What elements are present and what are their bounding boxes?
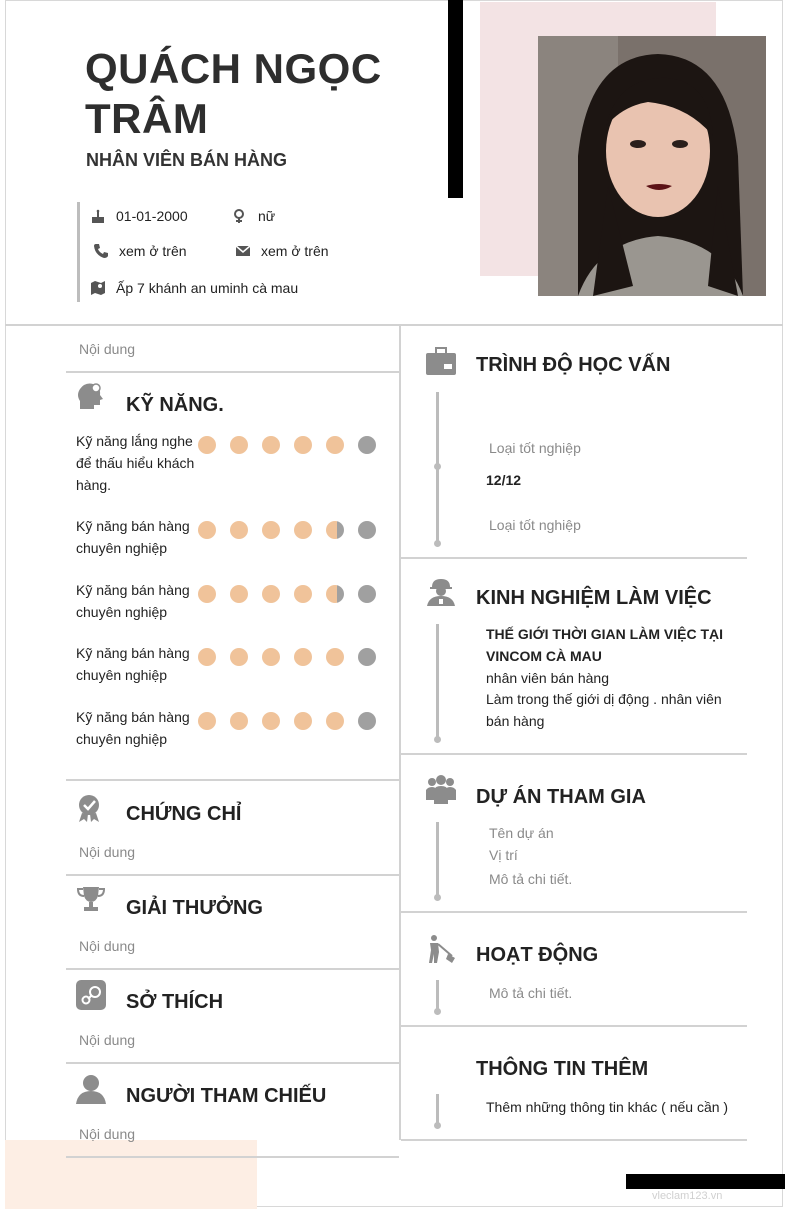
experience-position: nhân viên bán hàng <box>486 670 609 686</box>
job-title: NHÂN VIÊN BÁN HÀNG <box>86 150 288 170</box>
objective-content[interactable]: Nội dung <box>79 341 136 357</box>
divider <box>401 911 747 913</box>
cleaning-icon <box>426 934 456 964</box>
rating-dot-filled <box>198 521 216 539</box>
birthday-cake-icon <box>90 208 106 224</box>
candidate-name <box>85 44 382 144</box>
address-value: Ấp 7 khánh an uminh cà mau <box>116 280 299 296</box>
steam-icon <box>76 980 106 1010</box>
envelope-icon <box>235 243 251 259</box>
head-bulb-icon <box>76 381 106 411</box>
references-content[interactable]: Nội dung <box>79 1126 136 1142</box>
rating-dot-filled <box>326 712 344 730</box>
gender-row <box>232 208 275 224</box>
birthday-row <box>90 208 188 224</box>
rating-dot-filled <box>198 712 216 730</box>
divider <box>66 874 399 876</box>
user-icon <box>76 1074 106 1104</box>
rating-dot-filled <box>198 585 216 603</box>
rating-dot-filled <box>262 712 280 730</box>
project-name[interactable]: Tên dự án <box>489 825 554 841</box>
education-title: TRÌNH ĐỘ HỌC VẤN <box>476 354 671 376</box>
phone-icon <box>93 243 109 259</box>
divider <box>401 1025 747 1027</box>
column-divider <box>399 326 401 1140</box>
timeline-dot <box>434 540 441 547</box>
project-description[interactable]: Mô tả chi tiết. <box>489 871 573 887</box>
rating-dot-filled <box>262 585 280 603</box>
divider <box>401 753 747 755</box>
timeline-dot <box>434 463 441 470</box>
hobbies-title: SỞ THÍCH <box>126 991 224 1013</box>
watermark: vleclam123.vn <box>652 1190 723 1202</box>
name-line-2: TRÂM <box>85 95 209 142</box>
rating-dot-filled <box>262 648 280 666</box>
rating-dot-filled <box>294 585 312 603</box>
birthday-value: 01-01-2000 <box>116 208 188 224</box>
rating-dot-filled <box>326 648 344 666</box>
experience-company: THẾ GIỚI THỜI GIAN LÀM VIỆC TẠI VINCOM CÀ MAU <box>486 626 723 664</box>
awards-title: GIẢI THƯỞNG <box>126 897 263 919</box>
experience-timeline <box>436 624 439 740</box>
rating-dot-empty <box>358 585 376 603</box>
contact-info <box>77 202 440 302</box>
rating-dot-empty <box>358 436 376 454</box>
skill-rating <box>198 436 376 454</box>
rating-dot-filled <box>294 712 312 730</box>
worker-icon <box>426 577 456 607</box>
skill-label: Kỹ năng bán hàng chuyên nghiệp <box>76 518 190 556</box>
experience-description: Làm trong thế giới dị động . nhân viên bán hàng <box>486 691 722 729</box>
rating-dot-empty <box>358 648 376 666</box>
rating-dot-filled <box>262 521 280 539</box>
map-icon <box>90 280 106 296</box>
divider <box>401 557 747 559</box>
skill-rating <box>198 585 376 603</box>
rating-dot-filled <box>262 436 280 454</box>
rating-dot-half <box>326 521 344 539</box>
decor-black-bar-bottom <box>626 1174 785 1189</box>
education-degree[interactable]: Loại tốt nghiệp <box>489 440 581 456</box>
briefcase-icon <box>426 346 456 376</box>
rating-dot-filled <box>230 712 248 730</box>
rating-dot-empty <box>358 712 376 730</box>
skill-label: Kỹ năng bán hàng chuyên nghiệp <box>76 582 190 620</box>
projects-title: DỰ ÁN THAM GIA <box>476 786 646 808</box>
rating-dot-empty <box>358 521 376 539</box>
activities-description[interactable]: Mô tả chi tiết. <box>489 985 573 1001</box>
skill-label: Kỹ năng bán hàng chuyên nghiệp <box>76 709 190 747</box>
projects-timeline <box>436 822 439 898</box>
timeline-dot <box>434 1122 441 1129</box>
header-divider <box>5 324 783 326</box>
email-row <box>235 243 329 259</box>
phone-row <box>93 243 187 259</box>
rating-dot-half <box>326 585 344 603</box>
trophy-icon <box>76 884 106 914</box>
gender-icon <box>232 208 248 224</box>
education-degree-2[interactable]: Loại tốt nghiệp <box>489 517 581 533</box>
hobbies-content[interactable]: Nội dung <box>79 1032 136 1048</box>
activities-title: HOẠT ĐỘNG <box>476 944 599 966</box>
gender-value: nữ <box>258 208 276 224</box>
profile-photo[interactable] <box>538 36 766 296</box>
project-role[interactable]: Vị trí <box>489 847 518 863</box>
rating-dot-filled <box>294 521 312 539</box>
divider <box>66 779 399 781</box>
rating-dot-filled <box>294 648 312 666</box>
skill-label: Kỹ năng bán hàng chuyên nghiệp <box>76 645 190 683</box>
email-value[interactable]: xem ở trên <box>261 243 329 259</box>
decor-peach-box <box>5 1140 257 1209</box>
skill-rating <box>198 521 376 539</box>
certificate-icon <box>76 793 106 823</box>
group-icon <box>426 774 456 804</box>
timeline-dot <box>434 736 441 743</box>
references-title: NGƯỜI THAM CHIẾU <box>126 1085 327 1107</box>
rating-dot-filled <box>230 648 248 666</box>
divider <box>401 1139 747 1141</box>
skills-title: KỸ NĂNG. <box>126 394 224 416</box>
skill-rating <box>198 712 376 730</box>
divider <box>66 968 399 970</box>
rating-dot-filled <box>230 436 248 454</box>
rating-dot-filled <box>198 436 216 454</box>
divider <box>66 1156 399 1158</box>
divider <box>66 371 399 373</box>
education-grade: 12/12 <box>486 472 522 488</box>
awards-content[interactable]: Nội dung <box>79 938 136 954</box>
additional-content: Thêm những thông tin khác ( nếu cần ) <box>486 1099 729 1115</box>
phone-value[interactable]: xem ở trên <box>119 243 187 259</box>
rating-dot-filled <box>230 521 248 539</box>
divider <box>66 1062 399 1064</box>
experience-title: KINH NGHIỆM LÀM VIỆC <box>476 587 712 609</box>
address-row <box>90 280 298 296</box>
rating-dot-filled <box>198 648 216 666</box>
name-line-1: QUÁCH NGỌC <box>85 45 382 92</box>
rating-dot-filled <box>326 436 344 454</box>
additional-title: THÔNG TIN THÊM <box>476 1058 649 1080</box>
skill-rating <box>198 648 376 666</box>
timeline-dot <box>434 894 441 901</box>
skill-label: Kỹ năng lắng nghe để thấu hiểu khách hàng. <box>76 433 195 493</box>
certificates-title: CHỨNG CHỈ <box>126 803 242 825</box>
decor-black-bar <box>448 0 463 198</box>
timeline-dot <box>434 1008 441 1015</box>
rating-dot-filled <box>294 436 312 454</box>
rating-dot-filled <box>230 585 248 603</box>
certificates-content[interactable]: Nội dung <box>79 844 136 860</box>
